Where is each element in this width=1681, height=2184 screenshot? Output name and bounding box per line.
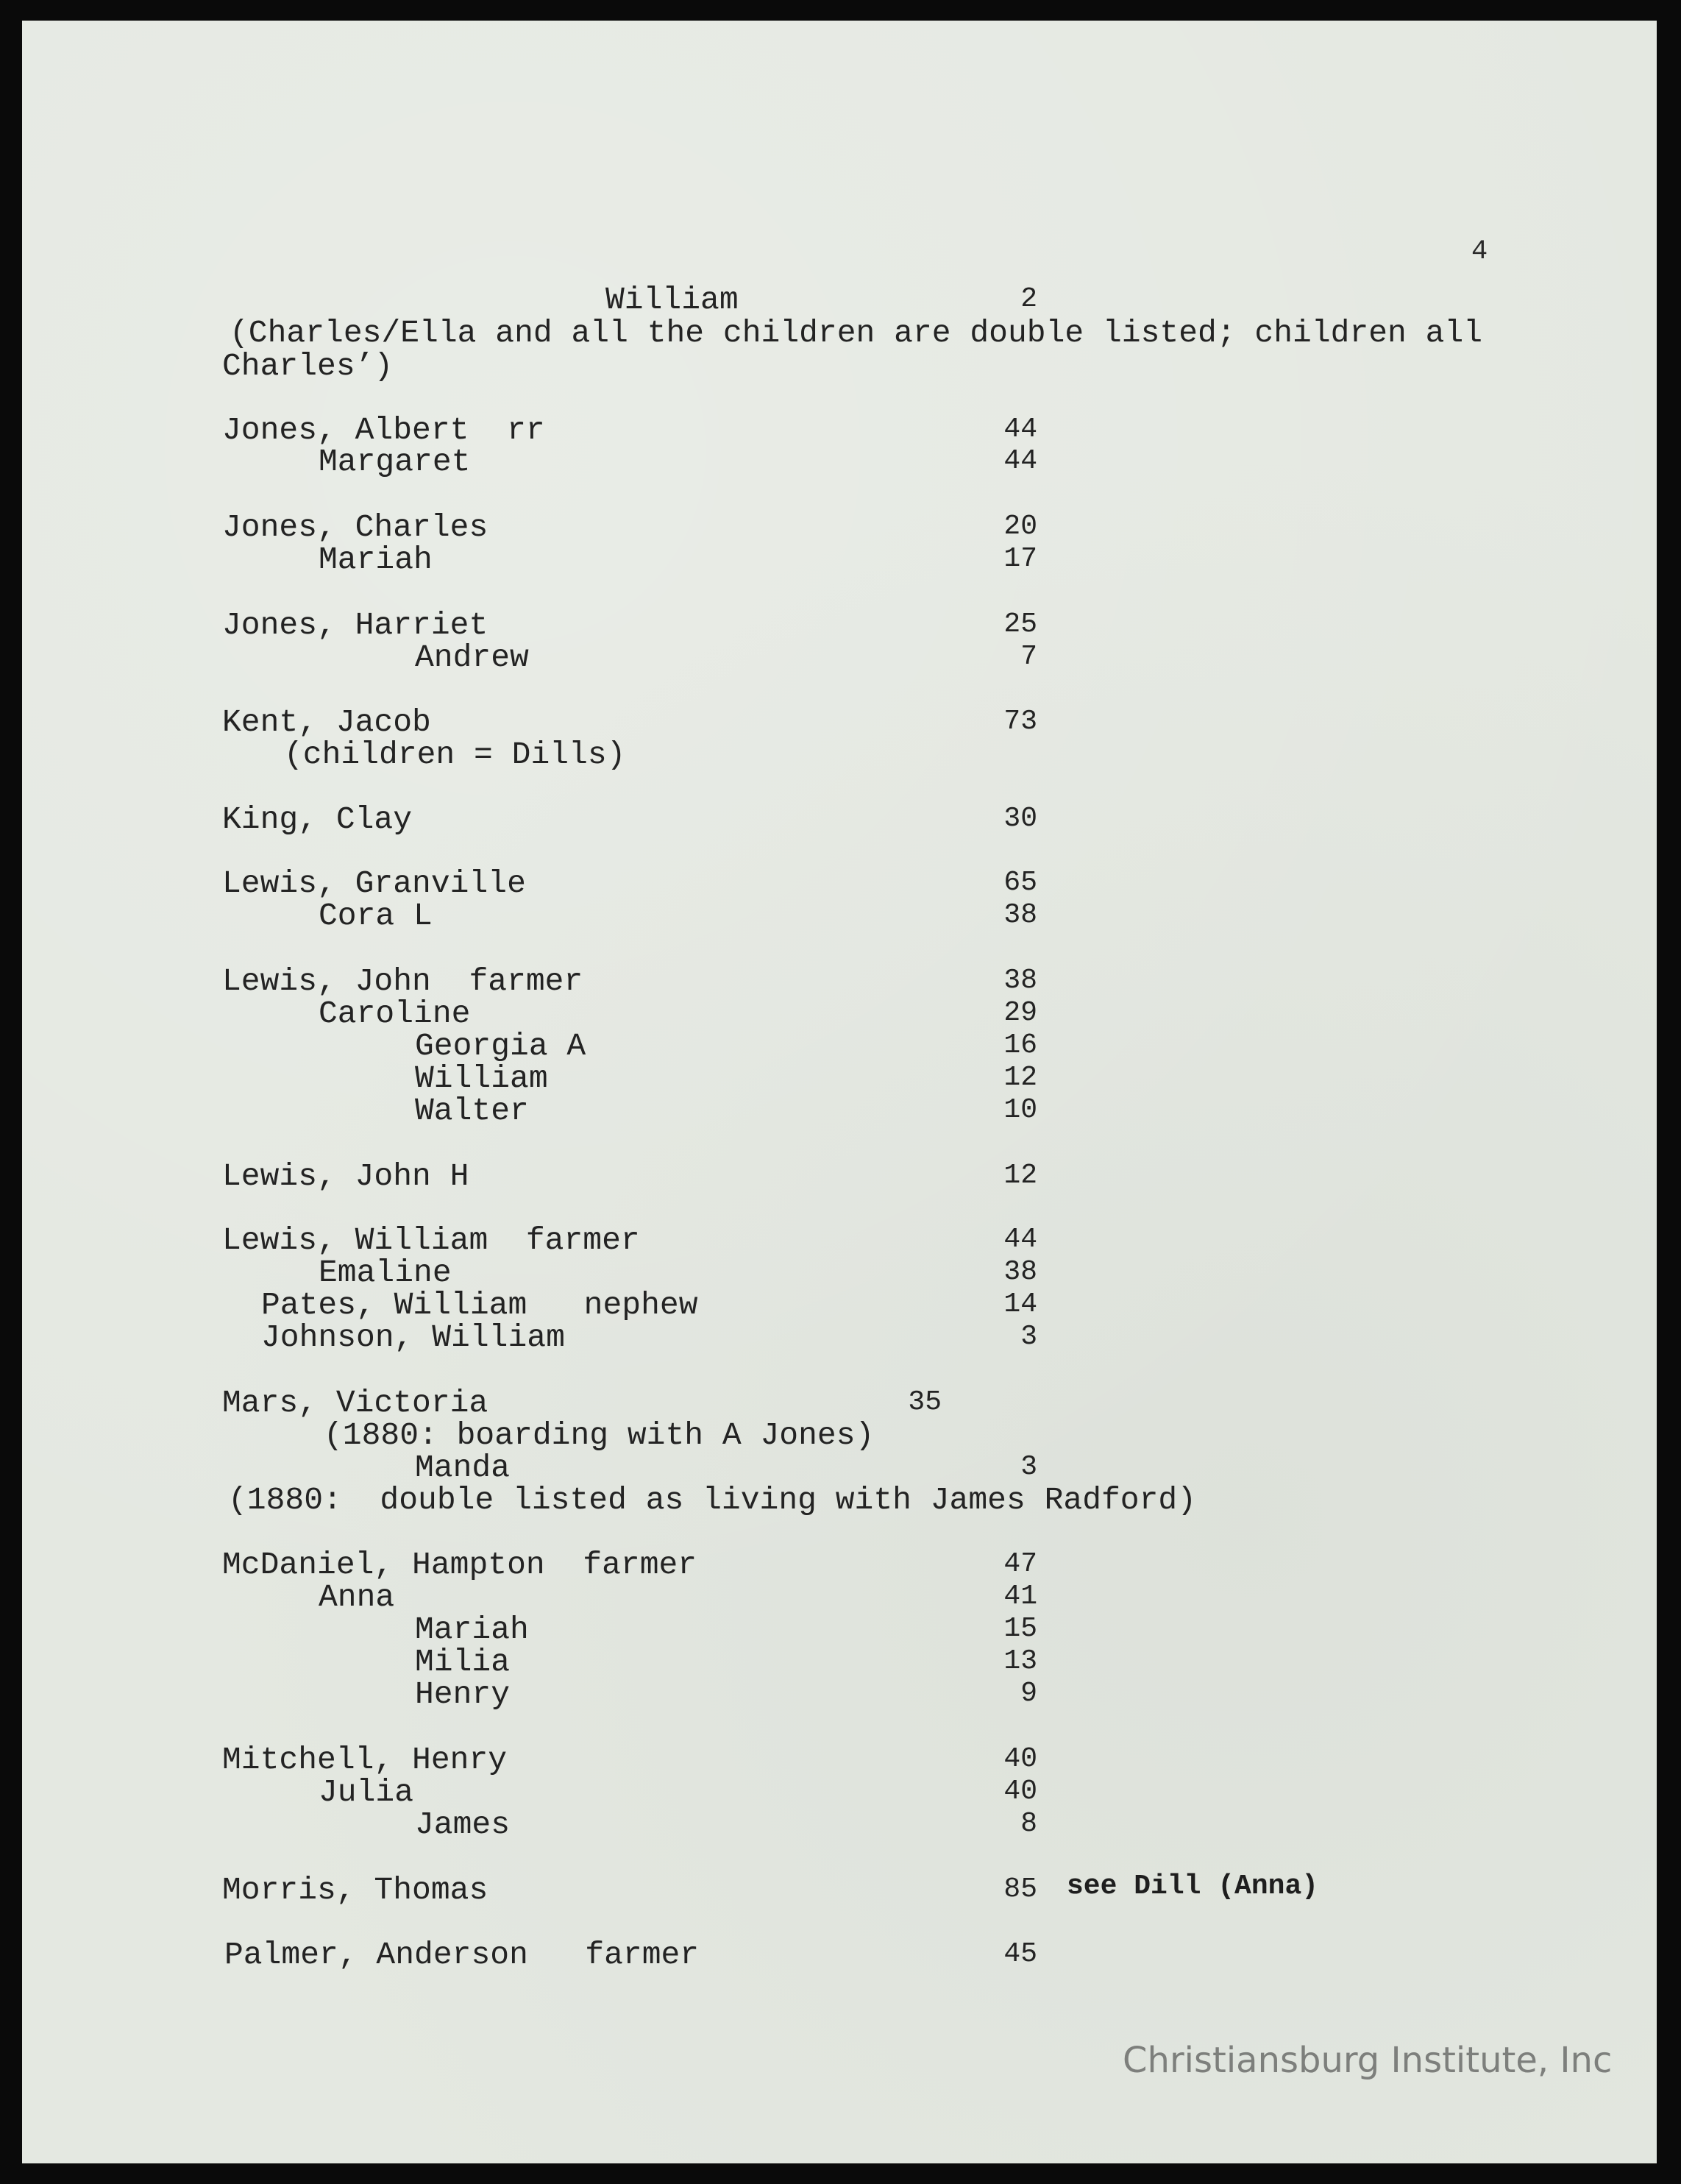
- household-head: Lewis, William farmer: [222, 1222, 640, 1258]
- age-value: 41: [1003, 1581, 1037, 1612]
- note-line: Charles’): [222, 348, 394, 384]
- watermark: Christiansburg Institute, Inc: [1123, 2040, 1613, 2081]
- household-head: Palmer, Anderson farmer: [224, 1937, 700, 1973]
- age-value: 9: [1020, 1678, 1037, 1709]
- household-head: Morris, Thomas: [222, 1872, 488, 1908]
- household-head: Jones, Albert rr: [222, 412, 545, 448]
- note-line: (1880: boarding with A Jones): [324, 1417, 875, 1453]
- age-value: 16: [1003, 1029, 1037, 1061]
- child-name: Walter: [415, 1093, 529, 1129]
- household-head: Mars, Victoria: [222, 1385, 488, 1421]
- child-name: William: [605, 282, 739, 318]
- household-head: McDaniel, Hampton farmer: [222, 1547, 697, 1583]
- age-value: 38: [1003, 1256, 1037, 1288]
- age-value: 44: [1003, 414, 1037, 445]
- age-value: 14: [1003, 1288, 1037, 1320]
- household-head: King, Clay: [222, 801, 413, 837]
- note-line: (Charles/Ella and all the children are double listed; children all: [230, 315, 1483, 351]
- age-value: 25: [1003, 609, 1037, 640]
- age-value: 45: [1003, 1938, 1037, 1970]
- spouse-name: Mariah: [319, 542, 433, 578]
- child-name: Milia: [415, 1644, 511, 1680]
- age-value: 15: [1003, 1613, 1037, 1645]
- child-name: Manda: [415, 1450, 511, 1486]
- age-value: 47: [1003, 1548, 1037, 1580]
- note-line: (children = Dills): [284, 737, 626, 773]
- age-value: 12: [1003, 1160, 1037, 1191]
- household-head: Lewis, John H: [222, 1158, 469, 1194]
- note-line: (1880: double listed as living with James Radford): [228, 1482, 1197, 1518]
- age-value: 3: [1020, 1451, 1037, 1483]
- household-head: Lewis, John farmer: [222, 963, 583, 999]
- age-value: 38: [1003, 965, 1037, 996]
- age-value: 30: [1003, 803, 1037, 834]
- household-head: Lewis, Granville: [222, 865, 526, 901]
- spouse-name: Emaline: [319, 1255, 452, 1291]
- age-value: 40: [1003, 1743, 1037, 1775]
- age-value: 20: [1003, 511, 1037, 542]
- spouse-name: Margaret: [319, 444, 471, 480]
- age-value: 10: [1003, 1094, 1037, 1126]
- child-name: William: [415, 1060, 548, 1096]
- relative-name: Johnson, William: [261, 1319, 565, 1355]
- document-page: [22, 21, 1657, 2163]
- spouse-name: Anna: [319, 1579, 395, 1615]
- age-value: 44: [1003, 445, 1037, 477]
- child-name: James: [415, 1807, 511, 1843]
- page-number: 4: [1471, 236, 1488, 267]
- spouse-name: Caroline: [319, 996, 471, 1032]
- age-value: 85: [1003, 1873, 1037, 1905]
- child-name: Mariah: [415, 1612, 529, 1648]
- age-value: 17: [1003, 543, 1037, 575]
- child-name: Henry: [415, 1676, 511, 1712]
- age-value: 38: [1003, 899, 1037, 931]
- household-head: Kent, Jacob: [222, 704, 431, 740]
- age-value: 12: [1003, 1062, 1037, 1093]
- age-value: 44: [1003, 1224, 1037, 1255]
- age-value: 2: [1020, 283, 1037, 315]
- household-head: Jones, Charles: [222, 509, 488, 545]
- age-value: 7: [1020, 641, 1037, 673]
- spouse-name: Cora L: [319, 898, 433, 934]
- child-name: Georgia A: [415, 1028, 586, 1064]
- relative-name: Pates, William nephew: [261, 1287, 698, 1323]
- cross-reference-note: see Dill (Anna): [1067, 1871, 1319, 1902]
- age-value: 3: [1020, 1321, 1037, 1352]
- age-value: 65: [1003, 867, 1037, 898]
- age-value: 8: [1020, 1808, 1037, 1840]
- age-value: 73: [1003, 706, 1037, 737]
- spouse-name: Julia: [319, 1774, 414, 1810]
- child-name: Andrew: [415, 639, 529, 676]
- household-head: Mitchell, Henry: [222, 1742, 508, 1778]
- age-value: 13: [1003, 1645, 1037, 1677]
- age-value: 35: [908, 1386, 942, 1418]
- age-value: 40: [1003, 1776, 1037, 1807]
- age-value: 29: [1003, 997, 1037, 1029]
- household-head: Jones, Harriet: [222, 607, 488, 643]
